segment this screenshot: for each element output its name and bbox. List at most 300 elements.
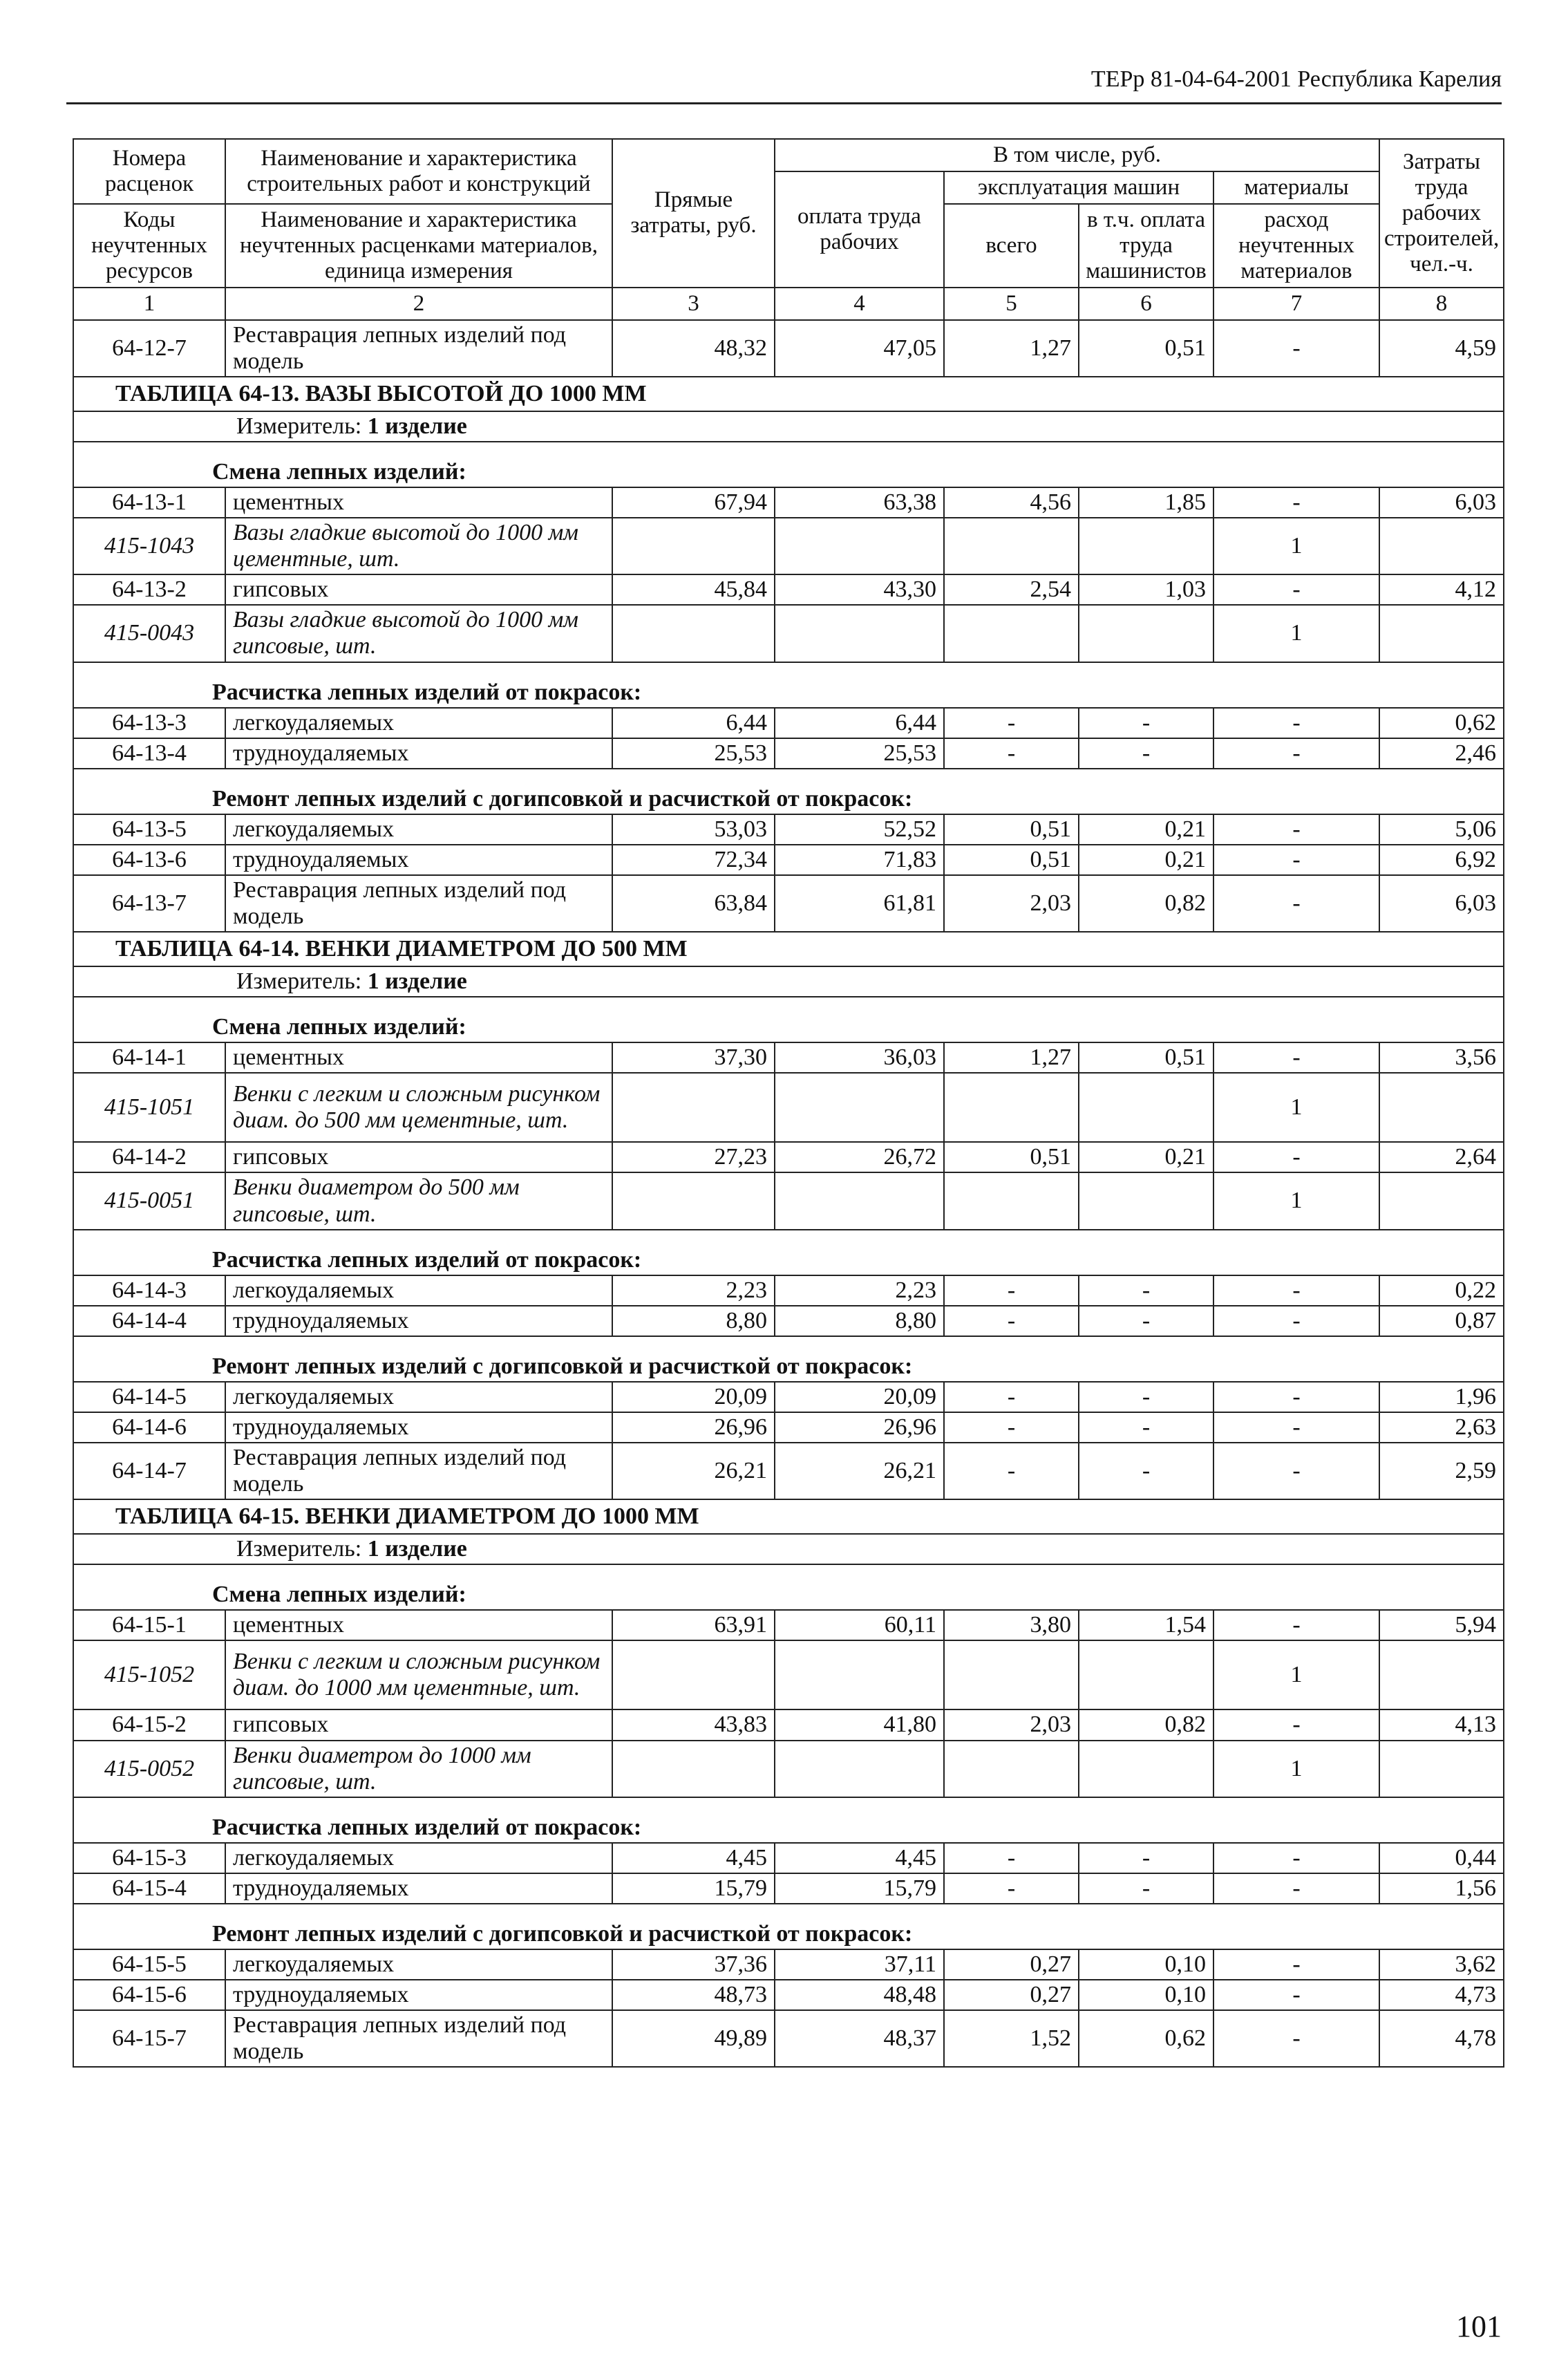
resource-empty [944, 605, 1079, 662]
group-title-row [73, 997, 1504, 1042]
table-row [73, 1443, 1504, 1499]
resource-code: 415-1043 [73, 518, 225, 574]
rate-code: 64-14-3 [73, 1275, 225, 1306]
resource-code: 415-1051 [73, 1073, 225, 1142]
resource-empty [1079, 1073, 1213, 1142]
resource-empty [1079, 605, 1213, 662]
machine-cost: 2,54 [944, 574, 1079, 605]
col-num-3: 3 [612, 288, 775, 320]
materials-cost: - [1213, 487, 1379, 518]
machine-wage-cost: - [1079, 738, 1213, 769]
resource-empty [1379, 605, 1504, 662]
resource-quantity: 1 [1213, 1640, 1379, 1709]
wage-cost: 48,48 [775, 1980, 944, 2010]
resource-empty [775, 1741, 944, 1797]
materials-cost: - [1213, 1412, 1379, 1443]
labor-cost: 0,87 [1379, 1306, 1504, 1336]
rate-code: 64-14-4 [73, 1306, 225, 1336]
machine-wage-cost: - [1079, 1443, 1213, 1499]
direct-cost: 45,84 [612, 574, 775, 605]
machine-cost: 0,51 [944, 845, 1079, 875]
machine-cost: - [944, 1873, 1079, 1904]
machine-cost: - [944, 1382, 1079, 1412]
group-title: Ремонт лепных изделий с догипсовкой и расчисткой от покрасок: [73, 1904, 1504, 1949]
group-title: Расчистка лепных изделий от покрасок: [73, 662, 1504, 708]
resource-empty [944, 1741, 1079, 1797]
resource-name: Венки с легким и сложным рисунком диам. до 500 мм цементные, шт. [225, 1073, 612, 1142]
materials-cost: - [1213, 1443, 1379, 1499]
rate-name: легкоудаляемых [225, 708, 612, 738]
group-title: Смена лепных изделий: [73, 442, 1504, 487]
rate-code: 64-15-4 [73, 1873, 225, 1904]
wage-cost: 8,80 [775, 1306, 944, 1336]
machine-wage-cost: 1,03 [1079, 574, 1213, 605]
resource-row [73, 1640, 1504, 1709]
materials-cost: - [1213, 1610, 1379, 1640]
table-row [73, 1275, 1504, 1306]
rate-code: 64-14-7 [73, 1443, 225, 1499]
materials-cost: - [1213, 1042, 1379, 1073]
labor-cost: 4,13 [1379, 1709, 1504, 1740]
rate-code: 64-13-6 [73, 845, 225, 875]
rate-name: трудноудаляемых [225, 1980, 612, 2010]
rate-name: Реставрация лепных изделий под модель [225, 2010, 612, 2067]
materials-cost: - [1213, 1142, 1379, 1172]
resource-quantity: 1 [1213, 518, 1379, 574]
labor-cost: 6,03 [1379, 875, 1504, 932]
table-row [73, 1042, 1504, 1073]
wage-cost: 61,81 [775, 875, 944, 932]
measurer-value: 1 изделие [367, 413, 467, 439]
resource-empty [1379, 518, 1504, 574]
table-row [73, 320, 1504, 377]
labor-cost: 0,62 [1379, 708, 1504, 738]
labor-cost: 2,63 [1379, 1412, 1504, 1443]
rate-code: 64-15-3 [73, 1843, 225, 1873]
col-name-bottom: Наименование и характеристика неучтенных расценками материалов, единица измерения [225, 204, 612, 288]
col-wage: оплата труда рабочих [775, 171, 944, 288]
direct-cost: 72,34 [612, 845, 775, 875]
rate-name: гипсовых [225, 1142, 612, 1172]
wage-cost: 71,83 [775, 845, 944, 875]
group-title-row [73, 1797, 1504, 1843]
machine-cost: - [944, 1443, 1079, 1499]
direct-cost: 37,36 [612, 1949, 775, 1980]
table-section-title: ТАБЛИЦА 64-13. ВАЗЫ ВЫСОТОЙ ДО 1000 ММ [73, 377, 1504, 411]
wage-cost: 52,52 [775, 814, 944, 845]
resource-empty [1379, 1640, 1504, 1709]
rate-name: гипсовых [225, 1709, 612, 1740]
resource-empty [1079, 1172, 1213, 1229]
wage-cost: 6,44 [775, 708, 944, 738]
col-num-8: 8 [1379, 288, 1504, 320]
resource-row [73, 1073, 1504, 1142]
col-num-2: 2 [225, 288, 612, 320]
direct-cost: 63,84 [612, 875, 775, 932]
table-section-title-row [73, 1499, 1504, 1534]
materials-cost: - [1213, 2010, 1379, 2067]
materials-cost: - [1213, 1873, 1379, 1904]
rate-name: трудноудаляемых [225, 1306, 612, 1336]
direct-cost: 6,44 [612, 708, 775, 738]
table-row [73, 1873, 1504, 1904]
machine-wage-cost: 0,10 [1079, 1949, 1213, 1980]
resource-empty [612, 1073, 775, 1142]
labor-cost: 2,64 [1379, 1142, 1504, 1172]
col-materials-usage: расход неучтенных материалов [1213, 204, 1379, 288]
table-row [73, 738, 1504, 769]
resource-row [73, 518, 1504, 574]
resource-empty [775, 518, 944, 574]
header-rule [66, 102, 1502, 104]
rate-code: 64-14-2 [73, 1142, 225, 1172]
resource-code: 415-0051 [73, 1172, 225, 1229]
rate-code: 64-13-1 [73, 487, 225, 518]
table-row [73, 1142, 1504, 1172]
table-row [73, 875, 1504, 932]
machine-cost: 1,52 [944, 2010, 1079, 2067]
group-title: Расчистка лепных изделий от покрасок: [73, 1230, 1504, 1275]
labor-cost: 5,06 [1379, 814, 1504, 845]
group-title: Ремонт лепных изделий с догипсовкой и расчисткой от покрасок: [73, 1336, 1504, 1382]
measurer-row [73, 411, 1504, 442]
resource-empty [612, 1172, 775, 1229]
machine-cost: 1,27 [944, 320, 1079, 377]
machine-wage-cost: 0,62 [1079, 2010, 1213, 2067]
machine-wage-cost: - [1079, 1843, 1213, 1873]
machine-wage-cost: - [1079, 1382, 1213, 1412]
table-row [73, 1843, 1504, 1873]
resource-empty [944, 1073, 1079, 1142]
machine-cost: 2,03 [944, 875, 1079, 932]
rate-code: 64-14-6 [73, 1412, 225, 1443]
rate-name: цементных [225, 1042, 612, 1073]
col-materials: материалы [1213, 171, 1379, 204]
resource-empty [944, 518, 1079, 574]
rate-name: Реставрация лепных изделий под модель [225, 875, 612, 932]
direct-cost: 25,53 [612, 738, 775, 769]
group-title: Ремонт лепных изделий с догипсовкой и расчисткой от покрасок: [73, 769, 1504, 814]
resource-empty [944, 1640, 1079, 1709]
direct-cost: 26,21 [612, 1443, 775, 1499]
labor-cost: 4,12 [1379, 574, 1504, 605]
rate-code: 64-13-7 [73, 875, 225, 932]
wage-cost: 37,11 [775, 1949, 944, 1980]
resource-code: 415-0052 [73, 1741, 225, 1797]
labor-cost: 4,78 [1379, 2010, 1504, 2067]
machine-wage-cost: 0,21 [1079, 814, 1213, 845]
materials-cost: - [1213, 814, 1379, 845]
rate-code: 64-14-1 [73, 1042, 225, 1073]
rate-code: 64-15-2 [73, 1709, 225, 1740]
direct-cost: 67,94 [612, 487, 775, 518]
rate-name: трудноудаляемых [225, 1412, 612, 1443]
rate-code: 64-15-7 [73, 2010, 225, 2067]
labor-cost: 2,46 [1379, 738, 1504, 769]
measurer-row [73, 966, 1504, 997]
col-num-5: 5 [944, 288, 1079, 320]
materials-cost: - [1213, 1949, 1379, 1980]
machine-cost: 2,03 [944, 1709, 1079, 1740]
resource-empty [775, 1640, 944, 1709]
wage-cost: 26,21 [775, 1443, 944, 1499]
machine-cost: 0,27 [944, 1949, 1079, 1980]
labor-cost: 2,59 [1379, 1443, 1504, 1499]
table-row [73, 1709, 1504, 1740]
resource-empty [775, 605, 944, 662]
materials-cost: - [1213, 1306, 1379, 1336]
table-row [73, 1306, 1504, 1336]
materials-cost: - [1213, 574, 1379, 605]
rate-name: легкоудаляемых [225, 1843, 612, 1873]
labor-cost: 1,96 [1379, 1382, 1504, 1412]
machine-wage-cost: - [1079, 1412, 1213, 1443]
resource-row [73, 1172, 1504, 1229]
measurer [73, 1534, 1504, 1564]
resource-code: 415-1052 [73, 1640, 225, 1709]
materials-cost: - [1213, 875, 1379, 932]
rates-table [73, 138, 1504, 2068]
direct-cost: 53,03 [612, 814, 775, 845]
rate-name: легкоудаляемых [225, 1275, 612, 1306]
resource-empty [612, 1640, 775, 1709]
direct-cost: 26,96 [612, 1412, 775, 1443]
materials-cost: - [1213, 738, 1379, 769]
table-section-title: ТАБЛИЦА 64-15. ВЕНКИ ДИАМЕТРОМ ДО 1000 ММ [73, 1499, 1504, 1534]
resource-name: Венки с легким и сложным рисунком диам. до 1000 мм цементные, шт. [225, 1640, 612, 1709]
wage-cost: 20,09 [775, 1382, 944, 1412]
rate-code: 64-12-7 [73, 320, 225, 377]
table-row [73, 708, 1504, 738]
group-title-row [73, 1564, 1504, 1610]
rate-name: трудноудаляемых [225, 1873, 612, 1904]
rate-name: легкоудаляемых [225, 814, 612, 845]
materials-cost: - [1213, 1843, 1379, 1873]
resource-empty [1379, 1741, 1504, 1797]
rate-name: Реставрация лепных изделий под модель [225, 1443, 612, 1499]
group-title-row [73, 1230, 1504, 1275]
machine-wage-cost: 0,21 [1079, 1142, 1213, 1172]
rate-name: Реставрация лепных изделий под модель [225, 320, 612, 377]
table-header [73, 139, 1504, 320]
resource-quantity: 1 [1213, 1741, 1379, 1797]
resource-empty [775, 1073, 944, 1142]
table-row [73, 1949, 1504, 1980]
resource-empty [1379, 1172, 1504, 1229]
rate-name: трудноудаляемых [225, 845, 612, 875]
labor-cost: 5,94 [1379, 1610, 1504, 1640]
wage-cost: 43,30 [775, 574, 944, 605]
wage-cost: 15,79 [775, 1873, 944, 1904]
group-title: Смена лепных изделий: [73, 1564, 1504, 1610]
machine-wage-cost: 0,10 [1079, 1980, 1213, 2010]
col-machines: эксплуатация машин [944, 171, 1213, 204]
direct-cost: 37,30 [612, 1042, 775, 1073]
col-num-7: 7 [1213, 288, 1379, 320]
direct-cost: 15,79 [612, 1873, 775, 1904]
table-row [73, 1382, 1504, 1412]
table-row [73, 845, 1504, 875]
direct-cost: 20,09 [612, 1382, 775, 1412]
direct-cost: 43,83 [612, 1709, 775, 1740]
column-numbers-row [73, 288, 1504, 320]
direct-cost: 27,23 [612, 1142, 775, 1172]
machine-wage-cost: - [1079, 1306, 1213, 1336]
machine-wage-cost: 0,21 [1079, 845, 1213, 875]
resource-empty [1079, 1640, 1213, 1709]
resource-code: 415-0043 [73, 605, 225, 662]
table-row [73, 2010, 1504, 2067]
col-direct: Прямые затраты, руб. [612, 139, 775, 288]
col-code-top: Номера расценок [73, 139, 225, 204]
labor-cost: 0,22 [1379, 1275, 1504, 1306]
measurer [73, 966, 1504, 997]
col-including: В том числе, руб. [775, 139, 1379, 171]
materials-cost: - [1213, 708, 1379, 738]
wage-cost: 63,38 [775, 487, 944, 518]
col-num-4: 4 [775, 288, 944, 320]
rate-code: 64-13-5 [73, 814, 225, 845]
resource-row [73, 605, 1504, 662]
direct-cost: 48,73 [612, 1980, 775, 2010]
resource-empty [1379, 1073, 1504, 1142]
machine-cost: 0,27 [944, 1980, 1079, 2010]
materials-cost: - [1213, 1709, 1379, 1740]
group-title-row [73, 769, 1504, 814]
table-section-title: ТАБЛИЦА 64-14. ВЕНКИ ДИАМЕТРОМ ДО 500 ММ [73, 932, 1504, 966]
resource-empty [612, 518, 775, 574]
group-title: Смена лепных изделий: [73, 997, 1504, 1042]
machine-cost: - [944, 738, 1079, 769]
group-title-row [73, 1904, 1504, 1949]
rate-name: трудноудаляемых [225, 738, 612, 769]
machine-cost: 1,27 [944, 1042, 1079, 1073]
rate-name: цементных [225, 1610, 612, 1640]
measurer-row [73, 1534, 1504, 1564]
rate-name: цементных [225, 487, 612, 518]
materials-cost: - [1213, 845, 1379, 875]
machine-wage-cost: - [1079, 708, 1213, 738]
measurer-value: 1 изделие [367, 1536, 467, 1562]
machine-wage-cost: 0,51 [1079, 1042, 1213, 1073]
materials-cost: - [1213, 1980, 1379, 2010]
table-body [73, 320, 1504, 2068]
table-row [73, 574, 1504, 605]
labor-cost: 4,73 [1379, 1980, 1504, 2010]
rate-code: 64-14-5 [73, 1382, 225, 1412]
machine-cost: - [944, 1275, 1079, 1306]
resource-quantity: 1 [1213, 1073, 1379, 1142]
direct-cost: 48,32 [612, 320, 775, 377]
direct-cost: 2,23 [612, 1275, 775, 1306]
col-num-6: 6 [1079, 288, 1213, 320]
table-row [73, 1980, 1504, 2010]
wage-cost: 25,53 [775, 738, 944, 769]
resource-row [73, 1741, 1504, 1797]
resource-empty [1079, 1741, 1213, 1797]
resource-quantity: 1 [1213, 1172, 1379, 1229]
machine-wage-cost: 0,51 [1079, 320, 1213, 377]
group-title-row [73, 1336, 1504, 1382]
page-header: ТЕРр 81-04-64-2001 Республика Карелия [1090, 66, 1502, 92]
measurer [73, 411, 1504, 442]
resource-name: Венки диаметром до 1000 мм гипсовые, шт. [225, 1741, 612, 1797]
rate-code: 64-15-1 [73, 1610, 225, 1640]
col-name-top: Наименование и характеристика строительных работ и конструкций [225, 139, 612, 204]
machine-cost: - [944, 1412, 1079, 1443]
wage-cost: 26,96 [775, 1412, 944, 1443]
col-num-1: 1 [73, 288, 225, 320]
labor-cost: 1,56 [1379, 1873, 1504, 1904]
col-labor: Затраты труда рабочих строителей, чел.-ч. [1379, 139, 1504, 288]
measurer-value: 1 изделие [367, 968, 467, 995]
resource-empty [1079, 518, 1213, 574]
resource-empty [944, 1172, 1079, 1229]
labor-cost: 3,62 [1379, 1949, 1504, 1980]
resource-empty [612, 605, 775, 662]
table-row [73, 487, 1504, 518]
wage-cost: 41,80 [775, 1709, 944, 1740]
wage-cost: 26,72 [775, 1142, 944, 1172]
direct-cost: 4,45 [612, 1843, 775, 1873]
machine-cost: 0,51 [944, 814, 1079, 845]
resource-name: Вазы гладкие высотой до 1000 мм гипсовые, шт. [225, 605, 612, 662]
machine-wage-cost: - [1079, 1275, 1213, 1306]
machine-wage-cost: 1,85 [1079, 487, 1213, 518]
wage-cost: 36,03 [775, 1042, 944, 1073]
table-row [73, 814, 1504, 845]
direct-cost: 49,89 [612, 2010, 775, 2067]
table-section-title-row [73, 377, 1504, 411]
wage-cost: 60,11 [775, 1610, 944, 1640]
wage-cost: 2,23 [775, 1275, 944, 1306]
table-row [73, 1412, 1504, 1443]
machine-wage-cost: - [1079, 1873, 1213, 1904]
materials-cost: - [1213, 1275, 1379, 1306]
labor-cost: 0,44 [1379, 1843, 1504, 1873]
rate-name: гипсовых [225, 574, 612, 605]
direct-cost: 8,80 [612, 1306, 775, 1336]
labor-cost: 6,03 [1379, 487, 1504, 518]
group-title-row [73, 662, 1504, 708]
materials-cost: - [1213, 1382, 1379, 1412]
labor-cost: 3,56 [1379, 1042, 1504, 1073]
page-number: 101 [1456, 2309, 1502, 2343]
rate-name: легкоудаляемых [225, 1949, 612, 1980]
table-section-title-row [73, 932, 1504, 966]
machine-cost: 4,56 [944, 487, 1079, 518]
col-machines-wage: в т.ч. оплата труда машинистов [1079, 204, 1213, 288]
wage-cost: 47,05 [775, 320, 944, 377]
rate-code: 64-13-3 [73, 708, 225, 738]
materials-cost: - [1213, 320, 1379, 377]
table-row [73, 1610, 1504, 1640]
machine-wage-cost: 1,54 [1079, 1610, 1213, 1640]
wage-cost: 48,37 [775, 2010, 944, 2067]
wage-cost: 4,45 [775, 1843, 944, 1873]
resource-quantity: 1 [1213, 605, 1379, 662]
machine-cost: - [944, 708, 1079, 738]
col-machines-total: всего [944, 204, 1079, 288]
resource-empty [612, 1741, 775, 1797]
machine-cost: 0,51 [944, 1142, 1079, 1172]
labor-cost: 6,92 [1379, 845, 1504, 875]
resource-name: Венки диаметром до 500 мм гипсовые, шт. [225, 1172, 612, 1229]
measurer-label: Измеритель: [236, 968, 362, 995]
direct-cost: 63,91 [612, 1610, 775, 1640]
resource-empty [775, 1172, 944, 1229]
machine-cost: - [944, 1306, 1079, 1336]
